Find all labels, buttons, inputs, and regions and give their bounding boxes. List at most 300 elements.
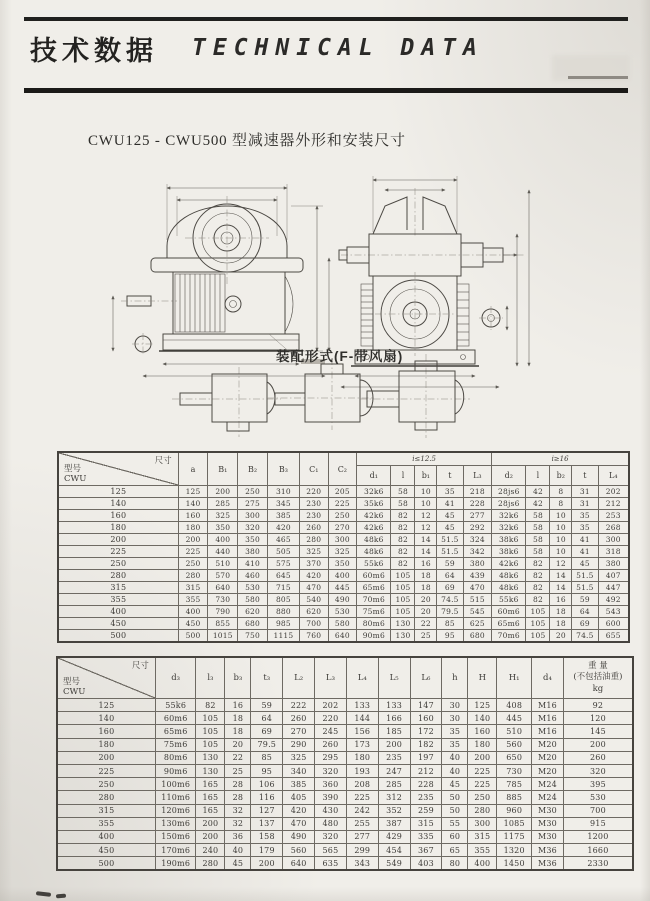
t2-value-cell: 172 [410,725,442,738]
t2-value-cell: 420 [283,804,315,817]
t1-value-cell: 730 [208,594,238,606]
t1-value-cell: 12 [415,522,437,534]
t2-value-cell: 200 [196,817,225,830]
t1-value-cell: 18 [415,582,437,594]
t2-weight-header: 重 量 (不包括油重) kg [563,657,633,699]
t1-col-header: B₃ [267,452,299,486]
t1-value-cell: 447 [598,582,629,594]
t1-value-cell: 318 [598,546,629,558]
outline-dimensions-table [57,451,630,643]
t1-value-cell: 342 [463,546,492,558]
t2-row-225 [57,764,633,777]
page-edge-mark [56,894,66,899]
t1-value-cell: 31 [572,486,598,498]
t2-model-cell: 500 [57,857,155,871]
t1-model-cell: 200 [58,534,178,546]
t1-model-cell: 160 [58,510,178,522]
t2-value-cell: 260 [315,738,347,751]
t2-model-cell: 180 [57,738,155,751]
t2-value-cell: 130m6 [155,817,196,830]
t2-value-cell: 960 [497,804,532,817]
t1-col-header: C₁ [299,452,328,486]
t1-value-cell: 16 [415,558,437,570]
t2-value-cell: 320 [563,764,633,777]
t2-model-cell: 355 [57,817,155,830]
t2-model-cell: 250 [57,778,155,791]
t1-value-cell: 268 [598,522,629,534]
t2-value-cell: 235 [410,791,442,804]
t1-value-cell: 8 [550,486,572,498]
t2-value-cell: 35 [442,738,468,751]
t2-value-cell: 140 [468,712,497,725]
t2-value-cell: 147 [410,699,442,712]
t1-value-cell: 1115 [267,630,299,643]
t1-value-cell: 31 [572,498,598,510]
t2-value-cell: 212 [410,764,442,777]
technical-drawings [55,166,600,450]
t1-value-cell: 350 [238,534,268,546]
t1-value-cell: 38k6 [492,546,526,558]
t1-value-cell: 105 [391,606,415,618]
t2-value-cell: 150m6 [155,830,196,843]
t1-value-cell: 41 [572,534,598,546]
t1-value-cell: 253 [598,510,629,522]
t2-value-cell: 640 [283,857,315,871]
t2-value-cell: M24 [532,791,564,804]
t1-value-cell: 310 [267,486,299,498]
t1-value-cell: 35 [437,486,463,498]
t2-value-cell: 40 [225,844,251,857]
t1-corner-model-label: 型号 CWU [64,464,87,484]
t1-value-cell: 492 [598,594,629,606]
t1-row-200 [58,534,629,546]
t2-value-cell: 35 [442,725,468,738]
t1-value-cell: 515 [463,594,492,606]
t2-value-cell: 116 [251,791,283,804]
t1-value-cell: 575 [267,558,299,570]
t2-value-cell: 300 [468,817,497,830]
t2-row-125 [57,699,633,712]
t1-value-cell: 230 [299,498,328,510]
t1-value-cell: 69 [437,582,463,594]
t1-value-cell: 543 [598,606,629,618]
t1-value-cell: 440 [208,546,238,558]
t1-value-cell: 90m6 [357,630,391,643]
t2-value-cell: 490 [283,830,315,843]
t2-col-header: h [442,657,468,699]
t1-subcol-header: b₁ [415,466,437,486]
t2-value-cell: 259 [410,804,442,817]
t2-value-cell: 40 [442,764,468,777]
outline-dimensions-table-wrap [57,451,630,643]
t1-value-cell: 439 [463,570,492,582]
t2-value-cell: 65m6 [155,725,196,738]
t1-value-cell: 58 [526,546,550,558]
t1-value-cell: 275 [238,498,268,510]
t1-model-cell: 140 [58,498,178,510]
t2-value-cell: 208 [346,778,378,791]
t2-model-cell: 315 [57,804,155,817]
t2-value-cell: M20 [532,764,564,777]
t1-value-cell: 460 [238,570,268,582]
t1-value-cell: 28js6 [492,498,526,510]
t2-model-cell: 225 [57,764,155,777]
t1-value-cell: 570 [208,570,238,582]
t1-row-500 [58,630,629,643]
t1-value-cell: 105 [391,582,415,594]
t2-row-400 [57,830,633,843]
t2-value-cell: 200 [378,738,410,751]
t1-value-cell: 10 [550,546,572,558]
t2-value-cell: M30 [532,830,564,843]
t2-value-cell: 160 [468,725,497,738]
t1-value-cell: 105 [526,630,550,643]
t1-value-cell: 32k6 [357,486,391,498]
t1-model-cell: 225 [58,546,178,558]
t1-value-cell: 465 [267,534,299,546]
t1-value-cell: 260 [299,522,328,534]
t2-value-cell: M30 [532,817,564,830]
t2-value-cell: 312 [378,791,410,804]
t1-value-cell: 1015 [208,630,238,643]
mounting-form-1 [172,367,281,437]
t1-col-header: B₁ [208,452,238,486]
t1-value-cell: 35 [572,522,598,534]
t1-value-cell: 60m6 [492,606,526,618]
t2-value-cell: 170m6 [155,844,196,857]
t1-corner-cell [58,452,178,486]
t1-value-cell: 470 [299,582,328,594]
t1-value-cell: 48k6 [357,534,391,546]
t1-value-cell: 12 [415,510,437,522]
page-edge-mark [36,891,51,897]
t1-value-cell: 625 [463,618,492,630]
t1-value-cell: 59 [437,558,463,570]
t2-model-cell: 280 [57,791,155,804]
t2-value-cell: 22 [225,751,251,764]
t1-value-cell: 35 [572,510,598,522]
t2-value-cell: 80m6 [155,751,196,764]
t2-value-cell: 55 [442,817,468,830]
t2-value-cell: 1660 [563,844,633,857]
t2-value-cell: 110m6 [155,791,196,804]
t1-value-cell: 69 [572,618,598,630]
t2-value-cell: 125 [468,699,497,712]
t1-col-header: C₂ [328,452,357,486]
t1-value-cell: 85 [437,618,463,630]
t2-value-cell: 429 [378,830,410,843]
t1-value-cell: 250 [178,558,208,570]
t1-model-cell: 250 [58,558,178,570]
t2-value-cell: 280 [196,857,225,871]
t2-value-cell: 55k6 [155,699,196,712]
t2-value-cell: 20 [225,738,251,751]
page-title-english: TECHNICAL DATA [192,35,484,61]
t2-value-cell: 390 [315,791,347,804]
t1-value-cell: 680 [238,618,268,630]
t2-row-450 [57,844,633,857]
t2-value-cell: 885 [497,791,532,804]
t1-value-cell: 48k6 [357,546,391,558]
t2-value-cell: 30 [442,699,468,712]
t1-value-cell: 750 [238,630,268,643]
t1-value-cell: 125 [178,486,208,498]
t2-value-cell: 90m6 [155,764,196,777]
t2-value-cell: 50 [442,804,468,817]
t1-value-cell: 14 [415,546,437,558]
t2-value-cell: 120m6 [155,804,196,817]
t1-value-cell: 385 [267,510,299,522]
t2-value-cell: 250 [468,791,497,804]
t1-value-cell: 325 [208,510,238,522]
t1-value-cell: 41 [437,498,463,510]
t2-value-cell: 75m6 [155,738,196,751]
t2-value-cell: 166 [378,712,410,725]
t2-value-cell: 280 [468,804,497,817]
t2-value-cell: 480 [315,817,347,830]
t1-value-cell: 277 [463,510,492,522]
t2-value-cell: M20 [532,738,564,751]
t1-value-cell: 530 [328,606,357,618]
t1-value-cell: 324 [463,534,492,546]
t1-row-125 [58,486,629,498]
section-title: CWU125 - CWU500 型减速器外形和安装尺寸 [88,133,406,149]
t1-value-cell: 355 [178,594,208,606]
t1-value-cell: 140 [178,498,208,510]
t1-value-cell: 22 [415,618,437,630]
t2-value-cell: 92 [563,699,633,712]
t2-value-cell: M24 [532,778,564,791]
t1-value-cell: 38k6 [492,534,526,546]
t1-subcol-header: L₃ [463,466,492,486]
t1-value-cell: 790 [208,606,238,618]
t1-value-cell: 82 [526,594,550,606]
t2-value-cell: 1175 [497,830,532,843]
t2-value-cell: 25 [225,764,251,777]
t1-value-cell: 805 [267,594,299,606]
t2-value-cell: M36 [532,857,564,871]
t1-model-cell: 125 [58,486,178,498]
t2-row-355 [57,817,633,830]
t1-subcol-header: t [572,466,598,486]
t1-value-cell: 20 [415,594,437,606]
t1-row-315 [58,582,629,594]
t2-value-cell: 40 [442,751,468,764]
t1-value-cell: 270 [328,522,357,534]
t2-value-cell: 320 [315,830,347,843]
t2-value-cell: 277 [346,830,378,843]
t2-value-cell: 247 [378,764,410,777]
t1-value-cell: 407 [598,570,629,582]
t2-row-180 [57,738,633,751]
t1-value-cell: 180 [178,522,208,534]
t1-value-cell: 130 [391,630,415,643]
t2-value-cell: 133 [346,699,378,712]
t1-row-250 [58,558,629,570]
t1-value-cell: 51.5 [437,534,463,546]
page-title-chinese: 技术数据 [30,36,158,66]
t1-value-cell: 10 [550,522,572,534]
t1-value-cell: 450 [178,618,208,630]
t1-value-cell: 32k6 [492,522,526,534]
t2-value-cell: 28 [225,778,251,791]
t2-value-cell: 200 [563,738,633,751]
t2-value-cell: 106 [251,778,283,791]
t1-subcol-header: b₂ [550,466,572,486]
t2-value-cell: 30 [442,712,468,725]
t1-corner-size-label: 尺寸 [154,456,172,466]
t1-value-cell: 105 [526,618,550,630]
t2-value-cell: 1320 [497,844,532,857]
t1-value-cell: 410 [238,558,268,570]
t2-value-cell: 470 [283,817,315,830]
t1-value-cell: 380 [238,546,268,558]
t2-value-cell: 395 [563,778,633,791]
t2-value-cell: 197 [410,751,442,764]
t1-value-cell: 505 [267,546,299,558]
t1-model-cell: 450 [58,618,178,630]
t2-value-cell: 1450 [497,857,532,871]
t2-value-cell: 270 [283,725,315,738]
t2-corner-size-label: 尺寸 [131,661,149,671]
t2-value-cell: 255 [346,817,378,830]
mounting-dimensions-table [56,656,634,871]
t1-value-cell: 58 [526,522,550,534]
t2-model-cell: 125 [57,699,155,712]
t2-value-cell: 200 [196,830,225,843]
t1-value-cell: 760 [299,630,328,643]
t2-value-cell: 65 [442,844,468,857]
t2-value-cell: 700 [563,804,633,817]
t1-model-cell: 500 [58,630,178,643]
t2-value-cell: 299 [346,844,378,857]
t2-value-cell: 1200 [563,830,633,843]
t1-col-header: a [178,452,208,486]
t1-value-cell: 51.5 [572,570,598,582]
t2-value-cell: 730 [497,764,532,777]
t1-value-cell: 51.5 [572,582,598,594]
t1-value-cell: 58 [391,498,415,510]
t2-value-cell: 915 [563,817,633,830]
t1-value-cell: 74.5 [572,630,598,643]
t2-value-cell: 360 [315,778,347,791]
t1-value-cell: 12 [550,558,572,570]
t2-value-cell: 185 [378,725,410,738]
t2-value-cell: 200 [468,751,497,764]
t1-value-cell: 250 [238,486,268,498]
t2-value-cell: 32 [225,804,251,817]
t1-value-cell: 20 [550,630,572,643]
t1-value-cell: 680 [463,630,492,643]
t1-value-cell: 545 [463,606,492,618]
t1-value-cell: 645 [267,570,299,582]
t1-row-140 [58,498,629,510]
t2-value-cell: 144 [346,712,378,725]
t1-value-cell: 42k6 [357,522,391,534]
t1-value-cell: 655 [598,630,629,643]
header-bottom-rule [24,88,628,93]
t1-value-cell: 620 [299,606,328,618]
t1-value-cell: 320 [238,522,268,534]
t1-value-cell: 65m6 [357,582,391,594]
t2-value-cell: 560 [497,738,532,751]
t2-value-cell: 220 [315,712,347,725]
t1-value-cell: 10 [415,486,437,498]
t2-value-cell: 245 [315,725,347,738]
t2-value-cell: 785 [497,778,532,791]
t2-value-cell: 45 [225,857,251,871]
t1-value-cell: 58 [526,534,550,546]
t1-value-cell: 580 [328,618,357,630]
t2-col-header: L₃ [315,657,347,699]
t2-value-cell: 173 [346,738,378,751]
t2-row-250 [57,778,633,791]
t1-ratio-group-header: i≥16 [492,452,629,466]
t2-col-header: l₃ [196,657,225,699]
t1-value-cell: 490 [328,594,357,606]
t2-value-cell: 160 [410,712,442,725]
t2-value-cell: 549 [378,857,410,871]
t2-col-header: b₃ [225,657,251,699]
t1-value-cell: 105 [526,606,550,618]
t2-value-cell: 145 [563,725,633,738]
t2-value-cell: 387 [378,817,410,830]
t1-value-cell: 130 [391,618,415,630]
t2-col-header: d₄ [532,657,564,699]
t2-col-header: L₆ [410,657,442,699]
t1-value-cell: 540 [299,594,328,606]
t1-value-cell: 225 [328,498,357,510]
t1-value-cell: 715 [267,582,299,594]
t1-value-cell: 380 [598,558,629,570]
t2-value-cell: 635 [315,857,347,871]
t2-col-header: H₁ [497,657,532,699]
t1-value-cell: 8 [550,498,572,510]
t1-value-cell: 20 [415,606,437,618]
t1-value-cell: 82 [391,522,415,534]
t1-value-cell: 105 [391,594,415,606]
t2-value-cell: 105 [196,738,225,751]
t2-value-cell: 32 [225,817,251,830]
t1-value-cell: 14 [415,534,437,546]
t1-value-cell: 370 [299,558,328,570]
t1-value-cell: 530 [238,582,268,594]
t1-value-cell: 18 [550,618,572,630]
t2-value-cell: 1085 [497,817,532,830]
t2-value-cell: 165 [196,804,225,817]
t2-value-cell: 100m6 [155,778,196,791]
t2-col-header: L₂ [283,657,315,699]
t1-ratio-group-header: i≤12.5 [357,452,492,466]
t2-model-cell: 160 [57,725,155,738]
t1-value-cell: 510 [208,558,238,570]
t2-value-cell: 45 [442,778,468,791]
t1-value-cell: 580 [238,594,268,606]
t1-value-cell: 325 [299,546,328,558]
t1-model-cell: 355 [58,594,178,606]
t2-value-cell: 127 [251,804,283,817]
t1-value-cell: 880 [267,606,299,618]
t1-value-cell: 640 [328,630,357,643]
t2-value-cell: M20 [532,751,564,764]
t1-value-cell: 620 [238,606,268,618]
t2-value-cell: 405 [283,791,315,804]
t2-value-cell: 179 [251,844,283,857]
t1-value-cell: 79.5 [437,606,463,618]
t1-value-cell: 300 [238,510,268,522]
t2-value-cell: M36 [532,844,564,857]
t2-value-cell: 260 [283,712,315,725]
